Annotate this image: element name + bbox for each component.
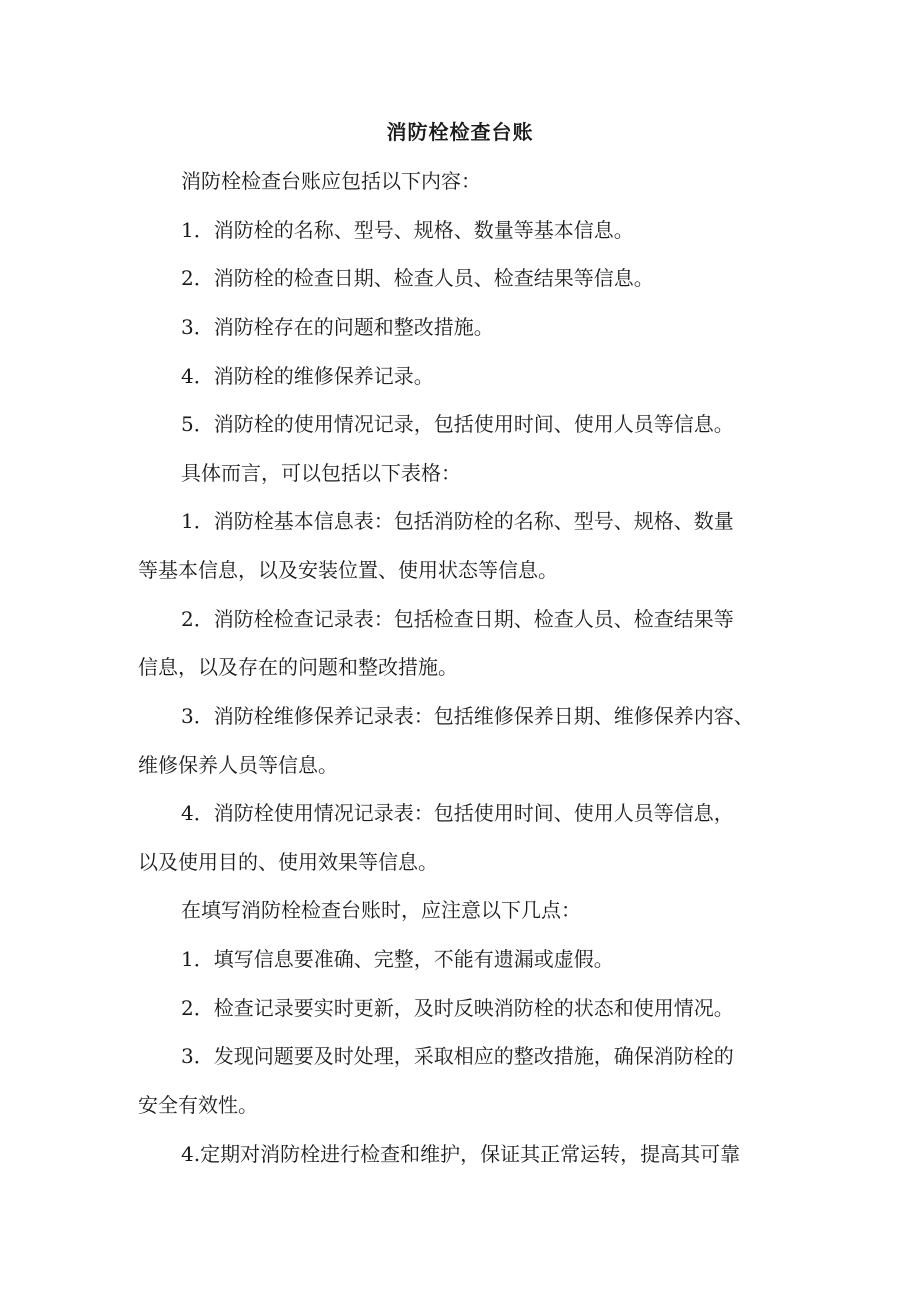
paragraph-line: 3．发现问题要及时处理，采取相应的整改措施，确保消防栓的 — [181, 1044, 734, 1068]
paragraph-line: 在填写消防栓检查台账时，应注意以下几点： — [181, 898, 581, 922]
paragraph-line: 等基本信息，以及安装位置、使用状态等信息。 — [138, 558, 558, 582]
paragraph-line: 5．消防栓的使用情况记录，包括使用时间、使用人员等信息。 — [181, 412, 734, 436]
paragraph-line: 维修保养人员等信息。 — [138, 753, 338, 777]
paragraph-line: 安全有效性。 — [138, 1093, 258, 1117]
paragraph-line: 4.定期对消防栓进行检查和维护，保证其正常运转，提高其可靠 — [181, 1142, 741, 1166]
paragraph-line: 2．消防栓检查记录表：包括检查日期、检查人员、检查结果等 — [181, 607, 734, 631]
paragraph-line: 4．消防栓使用情况记录表：包括使用时间、使用人员等信息， — [181, 801, 734, 825]
paragraph-line: 1．填写信息要准确、完整，不能有遗漏或虚假。 — [181, 947, 614, 971]
paragraph-line: 4．消防栓的维修保养记录。 — [181, 364, 434, 388]
paragraph-line: 信息，以及存在的问题和整改措施。 — [138, 655, 458, 679]
paragraph-line: 消防栓检查台账应包括以下内容： — [181, 169, 481, 193]
paragraph-line: 2．消防栓的检查日期、检查人员、检查结果等信息。 — [181, 266, 654, 290]
paragraph-line: 1．消防栓的名称、型号、规格、数量等基本信息。 — [181, 218, 634, 242]
document-title: 消防栓检查台账 — [386, 120, 534, 144]
paragraph-line: 3．消防栓维修保养记录表：包括维修保养日期、维修保养内容、 — [181, 704, 754, 728]
paragraph-line: 具体而言，可以包括以下表格： — [181, 461, 461, 485]
paragraph-line: 2．检查记录要实时更新，及时反映消防栓的状态和使用情况。 — [181, 996, 734, 1020]
paragraph-line: 3．消防栓存在的问题和整改措施。 — [181, 315, 494, 339]
paragraph-line: 以及使用目的、使用效果等信息。 — [138, 850, 438, 874]
paragraph-line: 1．消防栓基本信息表：包括消防栓的名称、型号、规格、数量 — [181, 509, 734, 533]
